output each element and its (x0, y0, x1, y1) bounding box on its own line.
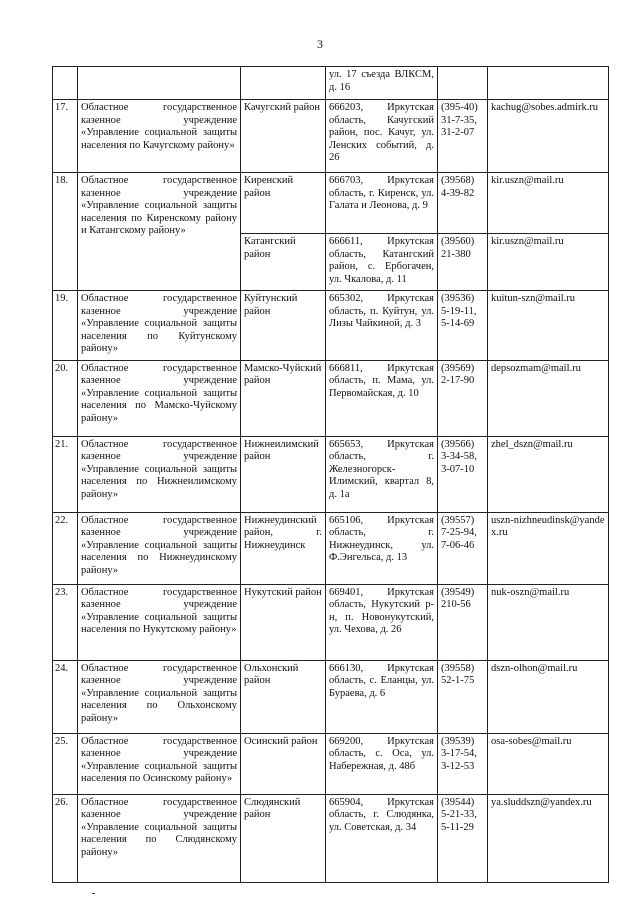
cell-district: Ольхонский район (241, 660, 326, 733)
cell-address: 666130, Иркутская область, с. Еланцы, ул. Бураева, д. 6 (326, 660, 438, 733)
cell-email (488, 584, 609, 660)
cell-number: 23. (53, 584, 78, 660)
cell-district: Киренский район (241, 173, 326, 234)
cell-organization: Областное государственное казенное учреждение «Управление социальной защиты населения по Ольхонскому району» (78, 660, 241, 733)
phone-line: (39539) (441, 735, 475, 747)
table-row-continuation (53, 67, 609, 100)
cell-phone (438, 512, 488, 584)
email-address: kuitun-szn@mail.ru (491, 293, 576, 304)
phone-line: (39569) (441, 362, 475, 374)
phone-line: 7-06-46 (441, 539, 475, 551)
cell-phone (438, 436, 488, 512)
table-row (53, 436, 609, 512)
phone-line: 31-2-07 (441, 127, 475, 138)
cell-district: Куйтунский район (241, 291, 326, 361)
cell-organization: Областное государственное казенное учреждение «Управление социальной защиты населения по Киренскому району и Катангскому району» (78, 173, 241, 291)
cell-address: 669200, Иркутская область, с. Оса, ул. Набережная, д. 48б (326, 733, 438, 794)
cell-phone (438, 67, 488, 100)
cell-number: 26. (53, 794, 78, 882)
phone-line: (39558) (441, 662, 475, 674)
cell-organization: Областное государственное казенное учреждение «Управление социальной защиты населения по Нукутскому району» (78, 584, 241, 660)
table-row (53, 291, 609, 361)
cell-email (488, 512, 609, 584)
cell-district (241, 67, 326, 100)
phone-line: (39557) (441, 514, 475, 526)
email-address: ya.sluddszn@yandex.ru (491, 796, 592, 808)
cell-organization: Областное государственное казенное учреждение «Управление социальной защиты населения по Качугскому району» (78, 100, 241, 173)
phone-line: 4-39-82 (441, 187, 475, 199)
email-address: zhel_dszn@mail.ru (491, 438, 573, 450)
cell-district: Мамско-Чуйский район (241, 360, 326, 436)
phone-line: (39560) (441, 236, 475, 247)
phone-line: 210-56 (441, 599, 471, 610)
table-row (53, 733, 609, 794)
cell-email (488, 436, 609, 512)
cell-phone (438, 234, 488, 291)
phone-line: 52-1-75 (441, 675, 475, 686)
page-number: 3 (317, 37, 323, 51)
phone-line: 5-14-69 (441, 318, 475, 329)
cell-organization: Областное государственное казенное учреждение «Управление социальной защиты населения по Мамско-Чуйскому району» (78, 360, 241, 436)
cell-number: 19. (53, 291, 78, 361)
cell-organization: Областное государственное казенное учреждение «Управление социальной защиты населения по Нижнеудинскому району» (78, 512, 241, 584)
email-address: kachug@sobes.admirk.ru (491, 102, 599, 113)
phone-line: 31-7-35, (441, 114, 477, 126)
cell-email (488, 794, 609, 882)
phone-line: 3-07-10 (441, 463, 475, 475)
cell-phone (438, 733, 488, 794)
cell-address: 666203, Иркутская область, Качугский район, пос. Качуг, ул. Ленских событий, д. 26 (326, 100, 438, 173)
email-address: kir.uszn@mail.ru (491, 236, 564, 247)
phone-line: (39549) (441, 586, 475, 598)
cell-organization (78, 67, 241, 100)
cell-organization: Областное государственное казенное учреждение «Управление социальной защиты населения по Слюдянскому району» (78, 794, 241, 882)
cell-number: 21. (53, 436, 78, 512)
cell-address: 666611, Иркутская область, Катангский район, с. Ербогачен, ул. Чкалова, д. 11 (326, 234, 438, 291)
table-row (53, 360, 609, 436)
phone-line: 2-17-90 (441, 375, 475, 386)
cell-number: 24. (53, 660, 78, 733)
email-address: osa-sobes@mail.ru (491, 735, 572, 747)
email-address: kir.uszn@mail.ru (491, 175, 564, 186)
cell-email (488, 660, 609, 733)
table-row (53, 660, 609, 733)
cell-organization: Областное государственное казенное учреждение «Управление социальной защиты населения по Куйтунскому району» (78, 291, 241, 361)
phone-line: (39536) (441, 293, 475, 304)
cell-organization: Областное государственное казенное учреждение «Управление социальной защиты населения по Нижнеилимскому району» (78, 436, 241, 512)
cell-number: 25. (53, 733, 78, 794)
cell-district: Нижнеудинский район, г. Нижнеудинск (241, 512, 326, 584)
cell-phone (438, 100, 488, 173)
email-address: nuk-oszn@mail.ru (491, 586, 570, 598)
cell-email (488, 100, 609, 173)
phone-line: (39568) (441, 175, 475, 186)
cell-number: 18. (53, 173, 78, 291)
cell-email (488, 733, 609, 794)
phone-line: 5-21-33, (441, 809, 477, 820)
email-address: dszn-olhon@mail.ru (491, 662, 578, 674)
phone-line: 5-19-11, (441, 305, 477, 317)
cell-number: 20. (53, 360, 78, 436)
phone-line: (395-40) (441, 102, 478, 113)
cell-email (488, 360, 609, 436)
cell-address: 665302, Иркутская область, п. Куйтун, ул. Лизы Чайкиной, д. 3 (326, 291, 438, 361)
email-address: depsozmam@mail.ru (491, 362, 581, 374)
scan-mark (92, 893, 95, 894)
table-row (53, 512, 609, 584)
cell-address: ул. 17 съезда ВЛКСМ, д. 16 (326, 67, 438, 100)
cell-phone (438, 584, 488, 660)
cell-phone (438, 291, 488, 361)
cell-district: Осинский район (241, 733, 326, 794)
cell-district: Слюдянский район (241, 794, 326, 882)
cell-number: 22. (53, 512, 78, 584)
phone-line: 5-11-29 (441, 821, 474, 833)
cell-phone (438, 660, 488, 733)
table-row (53, 173, 609, 234)
cell-address: 665106, Иркутская область, г. Нижнеудинск, ул. Ф.Энгельса, д. 13 (326, 512, 438, 584)
phone-line: 3-17-54, (441, 748, 477, 759)
cell-number: 17. (53, 100, 78, 173)
cell-email (488, 291, 609, 361)
cell-address: 666811, Иркутская область, п. Мама, ул. Первомайская, д. 10 (326, 360, 438, 436)
cell-address: 665653, Иркутская область, г. Железногорск-Илимский, квартал 8, д. 1а (326, 436, 438, 512)
table-row (53, 794, 609, 882)
cell-address: 666703, Иркутская область, г. Киренск, ул. Галата и Леонова, д. 9 (326, 173, 438, 234)
phone-line: 3-34-58, (441, 451, 477, 462)
cell-district: Нукутский район (241, 584, 326, 660)
email-address: uszn-nizhneudinsk@yandex.ru (491, 514, 605, 538)
cell-district: Качугский район (241, 100, 326, 173)
cell-email (488, 173, 609, 234)
phone-line: 3-12-53 (441, 760, 475, 772)
phone-line: 21-380 (441, 248, 471, 260)
cell-email (488, 234, 609, 291)
table-row (53, 584, 609, 660)
table-row (53, 100, 609, 173)
cell-address: 665904, Иркутская область, г. Слюдянка, ул. Советская, д. 34 (326, 794, 438, 882)
cell-district: Катангский район (241, 234, 326, 291)
social-protection-offices-table (52, 66, 609, 883)
cell-phone (438, 794, 488, 882)
phone-line: (39566) (441, 438, 475, 450)
cell-phone (438, 360, 488, 436)
phone-line: (39544) (441, 796, 475, 808)
cell-organization: Областное государственное казенное учреждение «Управление социальной защиты населения по Осинскому району» (78, 733, 241, 794)
cell-phone (438, 173, 488, 234)
cell-district: Нижнеилимский район (241, 436, 326, 512)
cell-email (488, 67, 609, 100)
phone-line: 7-25-94, (441, 527, 477, 538)
cell-address: 669401, Иркутская область, Нукутский р-н, п. Новонукутский, ул. Чехова, д. 26 (326, 584, 438, 660)
cell-number (53, 67, 78, 100)
